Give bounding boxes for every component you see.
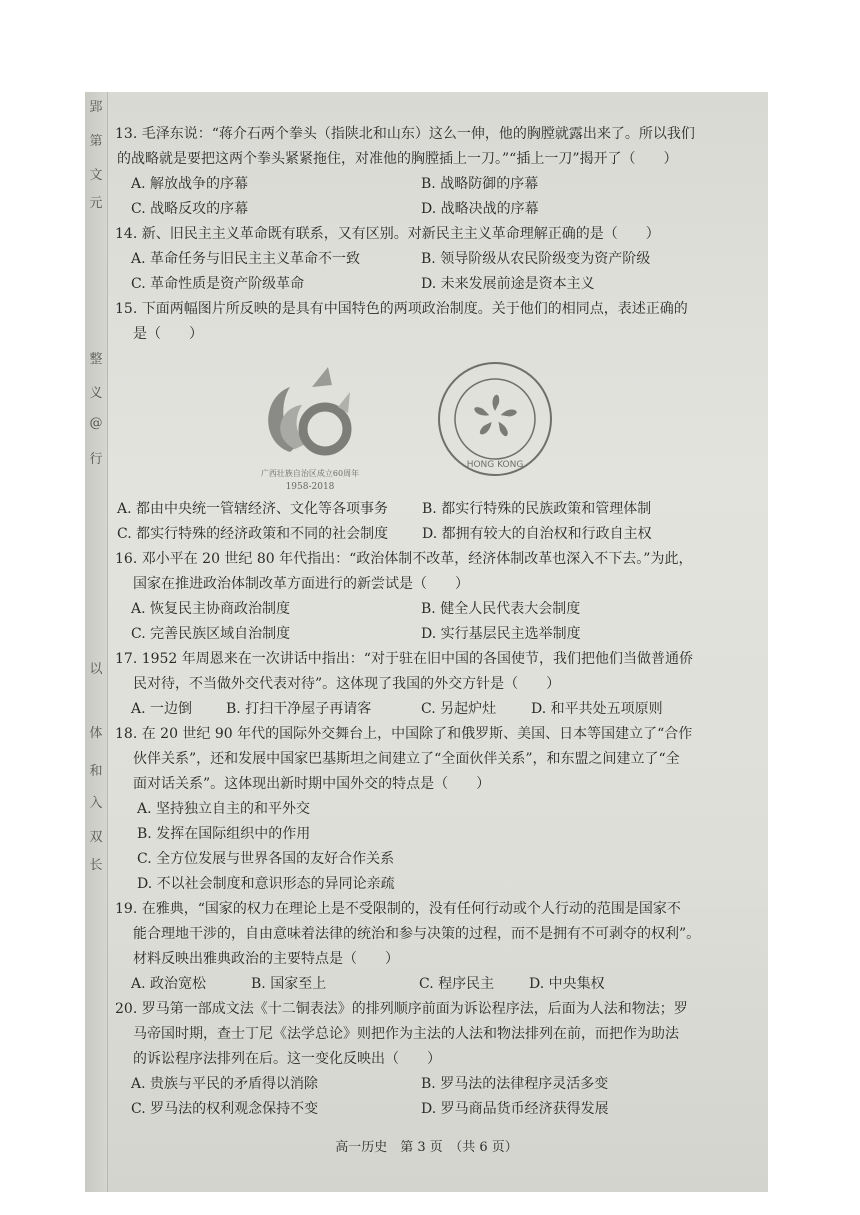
question-stem-continued: 伙伴关系”，还和发展中国家巴基斯坦之间建立了“全面伙伴关系”，和东盟之间建立了“全 <box>133 751 680 767</box>
question-images <box>115 347 748 497</box>
option-a: A. 恢复民主协商政治制度 <box>131 601 291 617</box>
question-stem: 16. 邓小平在 20 世纪 80 年代指出：“政治体制不改革，经济体制改革也深入不下去。”为此， <box>115 551 693 567</box>
edge-char: 第 <box>89 134 103 149</box>
question-stem-continued: 能合理地干涉的，自由意味着法律的统治和参与决策的过程，而不是拥有不可剥夺的权利”。 <box>133 926 701 942</box>
question-stem: 18. 在 20 世纪 90 年代的国际外交舞台上，中国除了和俄罗斯、美国、日本等国建立了“合作 <box>115 726 693 742</box>
option-b: B. 都实行特殊的民族政策和管理体制 <box>422 501 652 517</box>
logo-years: 1958-2018 <box>285 482 335 492</box>
question-stem-continued: 面对话关系”。这体现出新时期中国外交的特点是（ ） <box>133 776 491 792</box>
question-stem-continued: 的战略就是要把这两个拳头紧紧拖住，对准他的胸膛插上一刀。”“插上一刀”揭开了（ ） <box>117 151 678 167</box>
option-b: B. 健全人民代表大会制度 <box>421 601 581 617</box>
question-16 <box>115 547 748 647</box>
question-stem: 19. 在雅典，“国家的权力在理论上是不受限制的，没有任何行动或个人行动的范围是国家不 <box>115 901 681 917</box>
logo-caption: 广西壮族自治区成立60周年 <box>260 469 360 478</box>
question-stem-continued: 民对待，不当做外交代表对待”。这体现了我国的外交方针是（ ） <box>133 676 561 692</box>
question-20 <box>115 997 748 1122</box>
option-a: A. 解放战争的序幕 <box>131 176 249 192</box>
option-d: D. 都拥有较大的自治权和行政自主权 <box>422 526 652 542</box>
question-15 <box>115 297 748 547</box>
edge-char: 长 <box>89 858 103 873</box>
page-footer: 高一历史 第 3 页 （共 6 页） <box>335 1140 518 1155</box>
edge-char: 整 <box>89 352 103 367</box>
option-c: C. 完善民族区域自治制度 <box>131 626 291 642</box>
option-d: D. 战略决战的序幕 <box>421 201 539 217</box>
option-c: C. 全方位发展与世界各国的友好合作关系 <box>137 851 395 867</box>
option-c: C. 战略反攻的序幕 <box>131 201 249 217</box>
option-b: B. 战略防御的序幕 <box>421 176 539 192</box>
option-a: A. 坚持独立自主的和平外交 <box>137 801 311 817</box>
question-stem-continued: 马帝国时期，查士丁尼《法学总论》则把作为主法的人法和物法排列在前，而把作为助法 <box>133 1026 679 1042</box>
edge-char: @ <box>89 416 103 431</box>
edge-char: 体 <box>89 726 103 741</box>
option-c: C. 程序民主 <box>419 976 495 992</box>
option-b: B. 发挥在国际组织中的作用 <box>137 826 311 842</box>
option-b: B. 国家至上 <box>251 976 327 992</box>
option-d: D. 罗马商品货币经济获得发展 <box>421 1101 609 1117</box>
edge-char: 文 <box>89 168 103 183</box>
option-b: B. 打扫干净屋子再请客 <box>226 701 372 717</box>
question-stem: 20. 罗马第一部成文法《十二铜表法》的排列顺序前面为诉讼程序法，后面为人法和物法；罗 <box>115 1001 688 1017</box>
hong-kong-emblem <box>435 359 555 479</box>
question-stem: 14. 新、旧民主主义革命既有联系，又有区别。对新民主主义革命理解正确的是（ ） <box>115 226 660 242</box>
emblem-text: HONG KONG <box>466 460 524 470</box>
option-c: C. 罗马法的权利观念保持不变 <box>131 1101 319 1117</box>
question-list <box>115 122 748 1122</box>
option-b: B. 领导阶级从农民阶级变为资产阶级 <box>421 251 651 267</box>
option-d: D. 和平共处五项原则 <box>531 701 663 717</box>
question-17 <box>115 647 748 722</box>
option-c: C. 都实行特殊的经济政策和不同的社会制度 <box>117 526 389 542</box>
question-stem-continued: 国家在推进政治体制改革方面进行的新尝试是（ ） <box>133 576 469 592</box>
option-c: C. 革命性质是资产阶级革命 <box>131 276 305 292</box>
option-a: A. 政治宽松 <box>131 976 207 992</box>
option-d: D. 未来发展前途是资本主义 <box>421 276 595 292</box>
edge-char: 元 <box>89 196 103 211</box>
question-stem-continued: 材料反映出雅典政治的主要特点是（ ） <box>133 951 399 967</box>
option-a: A. 贵族与平民的矛盾得以消除 <box>131 1076 319 1092</box>
option-a: A. 革命任务与旧民主主义革命不一致 <box>131 251 361 267</box>
option-d: D. 不以社会制度和意识形态的异同论亲疏 <box>137 876 395 892</box>
option-a: A. 一边倒 <box>131 701 193 717</box>
question-13 <box>115 122 748 222</box>
edge-char: 入 <box>89 796 103 811</box>
question-14 <box>115 222 748 297</box>
edge-char: 以 <box>89 662 103 677</box>
option-b: B. 罗马法的法律程序灵活多变 <box>421 1076 609 1092</box>
page-fold-edge <box>85 92 108 1192</box>
option-d: D. 实行基层民主选举制度 <box>421 626 581 642</box>
option-c: C. 另起炉灶 <box>421 701 497 717</box>
edge-char: 和 <box>89 764 103 779</box>
edge-char: 双 <box>89 830 103 845</box>
question-stem-continued: 是（ ） <box>133 326 203 342</box>
question-18 <box>115 722 748 897</box>
question-stem: 17. 1952 年周恩来在一次讲话中指出：“对于驻在旧中国的各国使节，我们把他们当做普通侨 <box>115 651 693 667</box>
exam-page-photo <box>85 92 768 1192</box>
edge-char: 义 <box>89 386 103 401</box>
question-stem: 15. 下面两幅图片所反映的是具有中国特色的两项政治制度。关于他们的相同点，表述正确的 <box>115 301 688 317</box>
question-stem: 13. 毛泽东说：“蒋介石两个拳头（指陕北和山东）这么一伸，他的胸膛就露出来了。所以我们 <box>115 126 695 142</box>
option-d: D. 中央集权 <box>529 976 605 992</box>
option-a: A. 都由中央统一管辖经济、文化等各项事务 <box>117 501 389 517</box>
question-19 <box>115 897 748 997</box>
question-stem-continued: 的诉讼程序法排列在后。这一变化反映出（ ） <box>133 1051 441 1067</box>
edge-char: 行 <box>89 452 103 467</box>
edge-char: 郢 <box>89 100 103 115</box>
